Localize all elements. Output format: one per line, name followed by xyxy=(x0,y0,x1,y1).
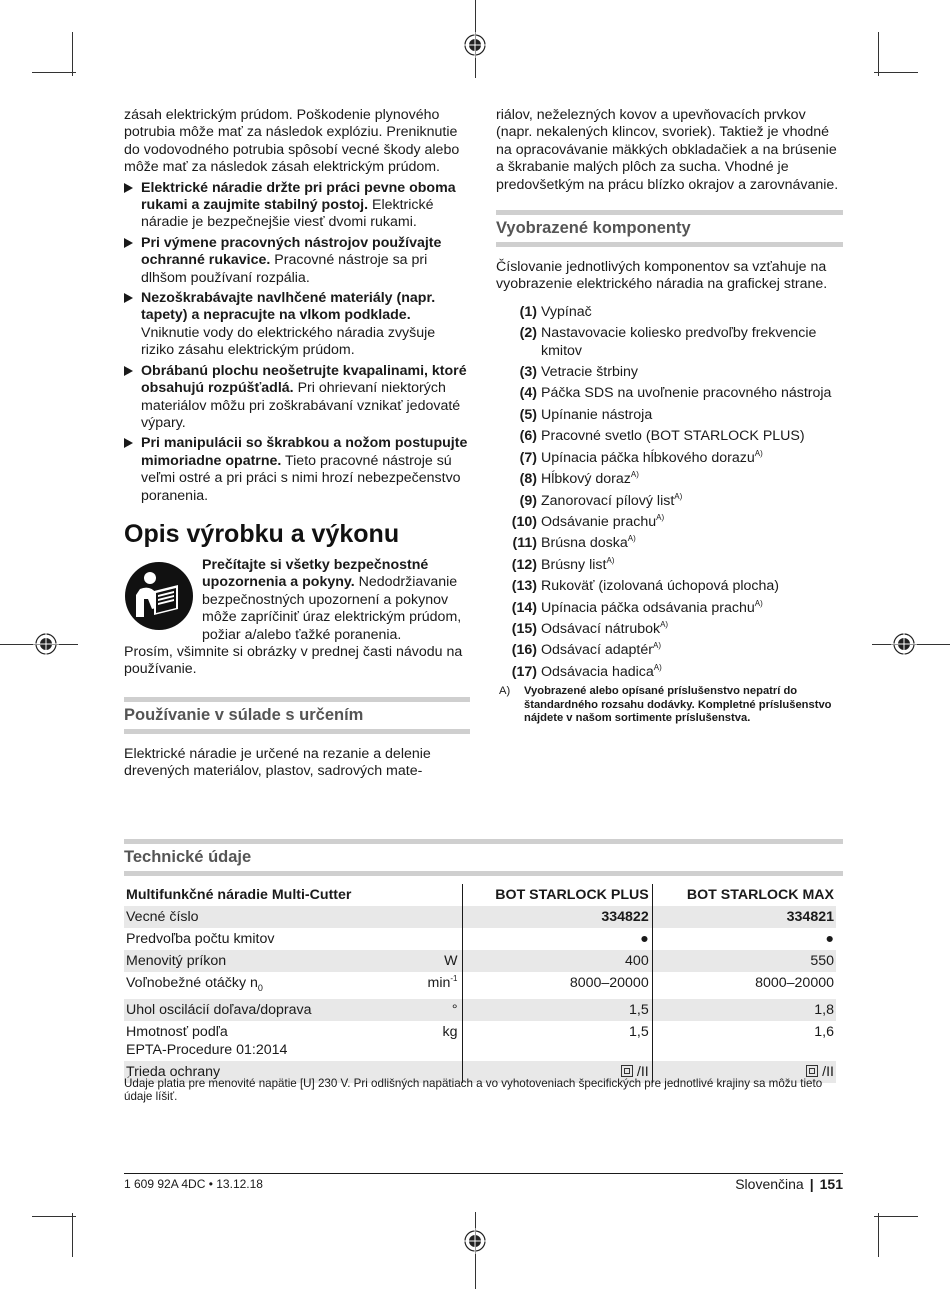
protection-class-icon xyxy=(806,1065,818,1077)
intro-paragraph: zásah elektrickým prúdom. Poškodenie plynového potrubia môže mať za následok explóziu. Preniknutie do vodovodného potrubia spôsobí vecné škody alebo môže mať za následok zásah elektrickým prúdom. xyxy=(124,107,460,176)
tech-data-heading: Technické údaje xyxy=(124,839,843,876)
table-row: Trieda ochrany /II /II xyxy=(124,1061,836,1083)
footer-divider xyxy=(124,1173,843,1174)
list-item: (6) Pracovné svetlo (BOT STARLOCK PLUS) xyxy=(519,428,805,445)
safety-notice xyxy=(124,557,470,644)
safety-bullet: Elektrické náradie držte pri práci pevne oboma rukami a zaujmite stabilný postoj. Elektrické náradie je bezpečnejšie viesť dvomi rukami. xyxy=(124,180,470,232)
safety-bullet: Obrábanú plochu neošetrujte kvapalinami, ktoré obsahujú rozpúšťadlá. Pri ohrievaní niektorých materiálov môžu pri zoškrabávaní vznikať jedovaté výpary. xyxy=(124,363,470,433)
components-list xyxy=(496,304,843,681)
registration-mark-icon xyxy=(33,631,59,657)
registration-mark-icon xyxy=(891,631,917,657)
list-item: (1) Vypínač xyxy=(519,303,592,320)
tech-data-note: Údaje platia pre menovité napätie [U] 230 V. Pri odlišných napätiach a vo vyhotoveniach špecifických pre jednotlivé krajiny sa môžu tieto údaje líšiť. xyxy=(124,1077,823,1104)
read-manual-icon xyxy=(124,561,194,631)
list-item: (5) Upínanie nástroja xyxy=(519,406,653,423)
list-item: (11) Brúsna doska$^{A)}$ xyxy=(512,534,636,552)
continuation-paragraph: riálov, neželezných kovov a upevňovacích prvkov (napr. nekalených klincov, svoriek). Taktiež je vhodné na opracovávanie mäkkých obkladačiek a na brúsenie a škrabanie malých plôch za sucha. Vhodné je predovšetkým na prácu blízko okrajov a zarovnávanie. xyxy=(496,107,839,193)
section-title: Opis výrobku a výkonu xyxy=(124,519,400,548)
table-row: Hmotnosť podľa EPTA-Procedure 01:2014 kg 1,5 1,6 xyxy=(124,1021,836,1061)
bullet-triangle-icon xyxy=(124,238,133,248)
list-item: (14) Upínacia páčka odsávania prachu$^{A)}$ xyxy=(511,598,763,616)
accessories-footnote: A) Vyobrazené alebo opísané príslušenstvo nepatrí do štandardného rozsahu dodávky. Kompletné príslušenstvo nájdete v našom sortimente príslušenstva. xyxy=(499,685,832,724)
table-row: Uhol oscilácií doľava/doprava ° 1,5 1,8 xyxy=(124,999,836,1021)
list-item: (17) Odsávacia hadica$^{A)}$ xyxy=(511,662,662,680)
table-row: Predvoľba počtu kmitov ● ● xyxy=(124,928,836,950)
bullet-triangle-icon xyxy=(124,438,133,448)
safety-bullet: Nezoškrabávajte navlhčené materiály (napr. tapety) a nepracujte na vlkom podklade. Vniknutie vody do elektrického náradia zvyšuje riziko zásahu elektrickým prúdom. xyxy=(124,290,470,360)
bullet-triangle-icon xyxy=(124,293,133,303)
list-item: (12) Brúsny list$^{A)}$ xyxy=(511,555,615,573)
list-item: (16) Odsávací adaptér$^{A)}$ xyxy=(511,641,661,659)
list-item: (9) Zanorovací pílový list$^{A)}$ xyxy=(519,491,683,509)
footer-language: Slovenčina xyxy=(735,1176,804,1192)
list-item: (13) Rukoväť (izolovaná úchopová plocha) xyxy=(511,578,779,595)
doc-code: 1 609 92A 4DC • 13.12.18 xyxy=(124,1177,263,1191)
bullet-triangle-icon xyxy=(124,366,133,376)
intended-use-text: Elektrické náradie je určené na rezanie a delenie drevených materiálov, plastov, sadrových mate- xyxy=(124,745,431,780)
safety-bullet: Pri manipulácii so škrabkou a nožom postupujte mimoriadne opatrne. Tieto pracovné nástroje sú veľmi ostré a pri práci s nimi hrozí nebezpečenstvo poranenia. xyxy=(124,435,470,505)
footer-separator: | xyxy=(809,1176,814,1192)
protection-class-icon xyxy=(621,1065,633,1077)
components-intro: Číslovanie jednotlivých komponentov sa vzťahuje na vyobrazenie elektrického náradia na grafickej strane. xyxy=(496,259,828,293)
figures-note: Prosím, všimnite si obrázky v prednej časti návodu na používanie. xyxy=(124,643,463,678)
list-item: (7) Upínacia páčka hĺbkového dorazu$^{A)}$ xyxy=(519,448,763,466)
tech-data-heading-wrap xyxy=(124,839,843,876)
safety-notice-text: Prečítajte si všetky bezpečnostné upozornenia a pokyny. Nedodržiavanie bezpečnostných upozornení a pokynov môže zapríčiniť úraz elektrickým prúdom, požiar a/alebo ťažké poranenia. xyxy=(202,556,462,643)
list-item: (8) Hĺbkový doraz$^{A)}$ xyxy=(519,470,639,488)
table-row: Voľnobežné otáčky $n_0$ $\min^{-1}$ 8000–20000 8000–20000 xyxy=(124,972,836,999)
table-header-row: Multifunkčné náradie Multi-Cutter BOT STARLOCK PLUS BOT STARLOCK MAX xyxy=(124,884,836,906)
safety-bullet: Pri výmene pracovných nástrojov používajte ochranné rukavice. Pracovné nástroje sa pri dlhšom používaní rozpália. xyxy=(124,235,470,287)
registration-mark-icon xyxy=(462,32,488,58)
page-number: 151 xyxy=(819,1176,843,1192)
page-footer xyxy=(735,1176,843,1192)
list-item: (4) Páčka SDS na uvoľnenie pracovného nástroja xyxy=(519,385,832,402)
list-item: (3) Vetracie štrbiny xyxy=(519,364,638,381)
right-column xyxy=(496,107,843,725)
tech-data-table xyxy=(124,884,836,1083)
table-row: Menovitý príkon W 400 550 xyxy=(124,950,836,972)
list-item: (15) Odsávací nátrubok$^{A)}$ xyxy=(511,619,669,637)
intended-use-heading: Používanie v súlade s určením xyxy=(124,697,470,734)
list-item: (10) Odsávanie prachu$^{A)}$ xyxy=(511,512,665,530)
bullet-triangle-icon xyxy=(124,183,133,193)
list-item: (2) Nastavovacie koliesko predvoľby frekvencie kmitov xyxy=(519,325,817,359)
components-heading: Vyobrazené komponenty xyxy=(496,210,843,247)
left-column xyxy=(124,107,470,784)
registration-mark-icon xyxy=(462,1228,488,1254)
table-row: Vecné číslo 334822 334821 xyxy=(124,906,836,928)
